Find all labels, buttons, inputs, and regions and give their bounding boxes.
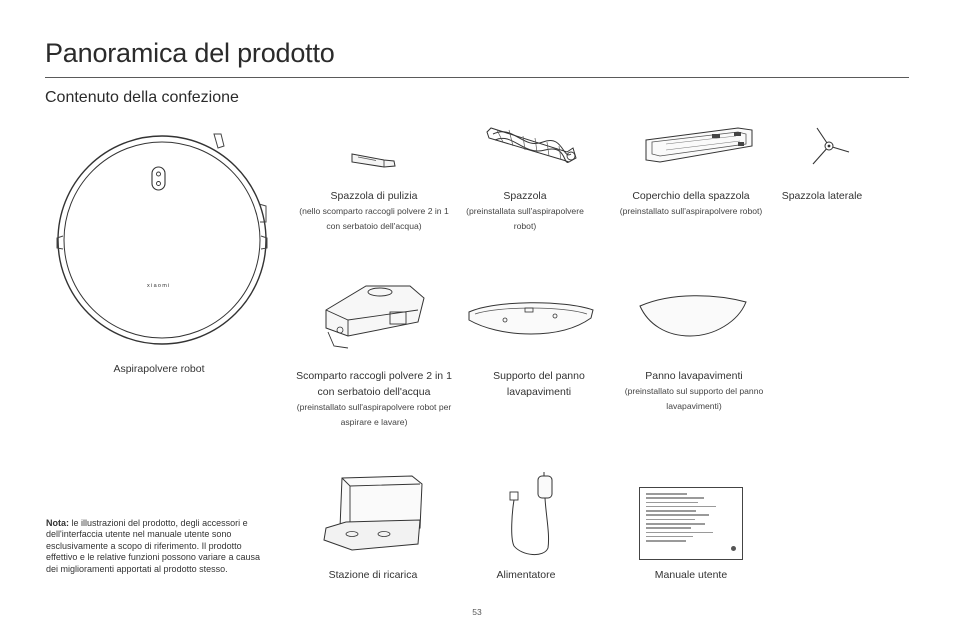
cleaning-tool-caption: Spazzola di pulizia (nello scomparto raccogli polvere 2 in 1 con serbatoio dell'acqua): [299, 190, 449, 231]
disclaimer-note: [46, 518, 264, 575]
mop-cloth-illustration: [638, 292, 750, 340]
mop-bracket-illustration: [465, 296, 597, 338]
mop-cloth-caption: Panno lavapavimenti (preinstallato sul supporto del panno lavapavimenti): [624, 370, 764, 411]
page-title: Panoramica del prodotto: [45, 38, 335, 68]
robot-caption: Aspirapolvere robot: [113, 363, 205, 375]
power-adapter-illustration: [504, 472, 560, 558]
user-manual-illustration: [639, 487, 743, 560]
charging-dock-caption: Stazione di ricarica: [328, 569, 418, 581]
page-number: 53: [472, 607, 482, 617]
dustbin-illustration: [318, 276, 430, 352]
note-text: le illustrazioni del prodotto, degli accessori e dell'interfaccia utente nel manuale utente sono esclusivamente a scopo di riferimento. Il prodotto effettivo e le relative funzioni possono variare a causa dei miglioramenti apportati al prodotto stesso.: [46, 518, 260, 574]
user-manual-caption: Manuale utente: [654, 569, 728, 581]
cleaning-tool-illustration: [348, 150, 400, 172]
power-adapter-caption: Alimentatore: [496, 569, 556, 581]
section-heading: Contenuto della confezione: [45, 89, 239, 106]
brush-cover-illustration: [642, 124, 756, 170]
manual-mark-icon: [731, 546, 736, 551]
brush-cover-caption: Coperchio della spazzola (preinstallato sull'aspirapolvere robot): [619, 190, 763, 216]
side-brush-caption: Spazzola laterale: [781, 190, 863, 202]
main-brush-caption: Spazzola (preinstallata sull'aspirapolvere robot): [466, 190, 584, 231]
side-brush-illustration: [805, 124, 853, 172]
main-brush-illustration: [483, 122, 579, 174]
dustbin-caption: Scomparto raccogli polvere 2 in 1 con serbatoio dell'acqua (preinstallato sull'aspirapolvere robot per aspirare e lavare): [296, 370, 452, 427]
note-label: Nota:: [46, 518, 69, 528]
charging-dock-illustration: [322, 472, 426, 554]
title-divider: [45, 77, 909, 78]
xiaomi-logo: xiaomi: [147, 283, 171, 289]
mop-bracket-caption: Supporto del panno lavapavimenti: [493, 370, 585, 398]
robot-vacuum-illustration: [56, 126, 274, 346]
